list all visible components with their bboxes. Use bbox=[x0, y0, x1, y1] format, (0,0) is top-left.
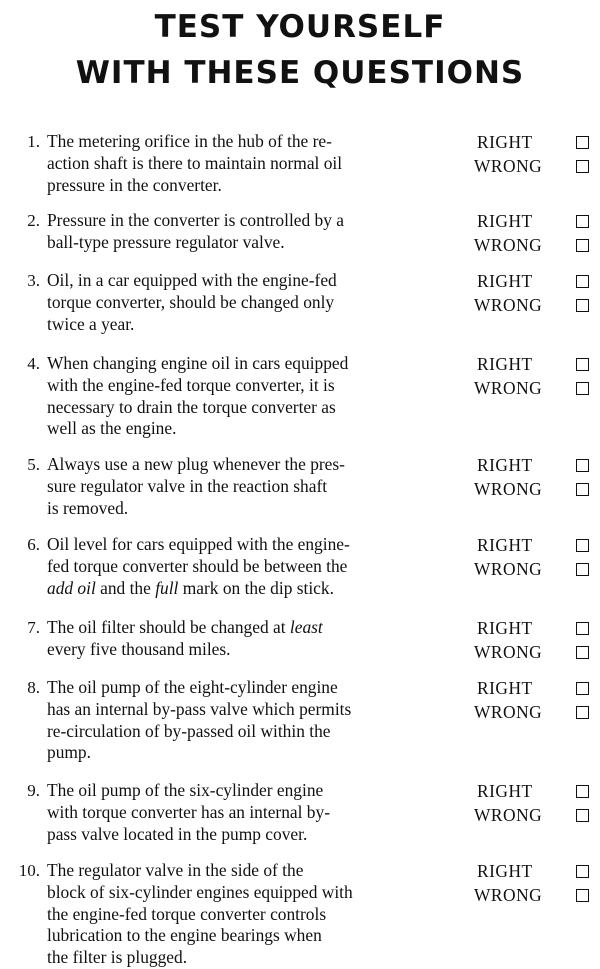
question-line: lubrication to the engine bearings when bbox=[47, 925, 322, 946]
wrong-checkbox[interactable] bbox=[576, 382, 589, 395]
question-number: 10. bbox=[18, 861, 40, 880]
wrong-label: WRONG bbox=[474, 885, 543, 905]
title-line-2: WITH THESE QUESTIONS bbox=[75, 55, 525, 91]
right-checkbox[interactable] bbox=[576, 136, 589, 149]
question-line-part: The oil filter should be changed at bbox=[47, 617, 290, 637]
question-text bbox=[47, 270, 445, 335]
right-checkbox[interactable] bbox=[576, 459, 589, 472]
wrong-label: WRONG bbox=[474, 479, 543, 499]
right-checkbox[interactable] bbox=[576, 275, 589, 288]
question-number: 5. bbox=[27, 455, 40, 474]
right-checkbox[interactable] bbox=[576, 682, 589, 695]
question-line: the filter is plugged. bbox=[47, 947, 188, 968]
wrong-checkbox[interactable] bbox=[576, 809, 589, 822]
right-checkbox[interactable] bbox=[576, 865, 589, 878]
title-line-1: TEST YOURSELF bbox=[154, 9, 446, 45]
emphasis-text: least bbox=[289, 617, 323, 637]
wrong-checkbox[interactable] bbox=[576, 160, 589, 173]
question-line: sure regulator valve in the reaction shaft bbox=[47, 475, 328, 496]
question-text bbox=[47, 617, 445, 661]
right-checkbox[interactable] bbox=[576, 539, 589, 552]
question-line: well as the engine. bbox=[47, 418, 177, 439]
question-text bbox=[47, 131, 445, 196]
question-number: 7. bbox=[27, 618, 40, 637]
wrong-label: WRONG bbox=[474, 235, 543, 255]
right-label: RIGHT bbox=[477, 211, 533, 231]
question-line: The regulator valve in the side of the bbox=[47, 860, 304, 880]
wrong-label: WRONG bbox=[474, 642, 543, 662]
question-line: pump. bbox=[47, 742, 91, 763]
wrong-checkbox[interactable] bbox=[576, 889, 589, 902]
question-text bbox=[47, 780, 445, 845]
question-line: necessary to drain the torque converter as bbox=[47, 396, 336, 417]
question-text bbox=[47, 860, 445, 969]
question-text bbox=[47, 353, 445, 440]
wrong-label: WRONG bbox=[474, 702, 543, 722]
question-line bbox=[47, 578, 445, 600]
question-text bbox=[47, 210, 445, 254]
question-line: Oil level for cars equipped with the engine- bbox=[47, 534, 350, 554]
question-number: 2. bbox=[27, 211, 40, 230]
right-label: RIGHT bbox=[477, 535, 533, 555]
wrong-checkbox[interactable] bbox=[576, 299, 589, 312]
wrong-label: WRONG bbox=[474, 559, 543, 579]
question-line: twice a year. bbox=[47, 313, 135, 334]
question-line: action shaft is there to maintain normal oil bbox=[47, 152, 343, 173]
question-line: the engine-fed torque converter controls bbox=[47, 903, 327, 924]
question-text bbox=[47, 534, 445, 599]
question-number: 8. bbox=[27, 678, 40, 697]
right-label: RIGHT bbox=[477, 781, 533, 801]
question-line: When changing engine oil in cars equipped bbox=[47, 353, 349, 373]
right-checkbox[interactable] bbox=[576, 358, 589, 371]
emphasis-text: full bbox=[155, 577, 179, 598]
question-line: Pressure in the converter is controlled by a bbox=[47, 210, 344, 230]
question-line: The metering orifice in the hub of the re- bbox=[47, 131, 332, 151]
page-title bbox=[0, 4, 600, 96]
question-line: block of six-cylinder engines equipped with bbox=[47, 881, 353, 902]
question-line-part: and the bbox=[95, 577, 156, 598]
question-number: 9. bbox=[27, 781, 40, 800]
wrong-checkbox[interactable] bbox=[576, 646, 589, 659]
question-line: The oil pump of the eight-cylinder engine bbox=[47, 677, 338, 697]
question-line: pressure in the converter. bbox=[47, 174, 222, 195]
question-number: 1. bbox=[27, 132, 40, 151]
wrong-checkbox[interactable] bbox=[576, 563, 589, 576]
question-line bbox=[47, 617, 445, 639]
wrong-checkbox[interactable] bbox=[576, 483, 589, 496]
question-line: The oil pump of the six-cylinder engine bbox=[47, 780, 324, 800]
right-label: RIGHT bbox=[477, 678, 533, 698]
wrong-label: WRONG bbox=[474, 295, 543, 315]
question-line: Oil, in a car equipped with the engine-fed bbox=[47, 270, 337, 290]
question-line: torque converter, should be changed only bbox=[47, 291, 335, 312]
question-text bbox=[47, 454, 445, 519]
question-line: every five thousand miles. bbox=[47, 638, 231, 659]
right-label: RIGHT bbox=[477, 132, 533, 152]
question-line: pass valve located in the pump cover. bbox=[47, 823, 308, 844]
wrong-checkbox[interactable] bbox=[576, 706, 589, 719]
wrong-label: WRONG bbox=[474, 378, 543, 398]
right-label: RIGHT bbox=[477, 271, 533, 291]
right-checkbox[interactable] bbox=[576, 622, 589, 635]
question-line: Always use a new plug whenever the pres- bbox=[47, 454, 345, 474]
question-number: 6. bbox=[27, 535, 40, 554]
question-line: ball-type pressure regulator valve. bbox=[47, 231, 285, 252]
right-label: RIGHT bbox=[477, 618, 533, 638]
right-label: RIGHT bbox=[477, 455, 533, 475]
emphasis-text: add oil bbox=[47, 577, 96, 598]
right-checkbox[interactable] bbox=[576, 215, 589, 228]
question-line: has an internal by-pass valve which permits bbox=[47, 698, 352, 719]
question-number: 3. bbox=[27, 271, 40, 290]
right-label: RIGHT bbox=[477, 861, 533, 881]
question-line: with torque converter has an internal by- bbox=[47, 801, 330, 822]
question-text bbox=[47, 677, 445, 764]
right-label: RIGHT bbox=[477, 354, 533, 374]
question-line: is removed. bbox=[47, 497, 129, 518]
question-line: fed torque converter should be between the bbox=[47, 555, 348, 576]
wrong-label: WRONG bbox=[474, 156, 543, 176]
right-checkbox[interactable] bbox=[576, 785, 589, 798]
question-number: 4. bbox=[27, 354, 40, 373]
question-line: with the engine-fed torque converter, it is bbox=[47, 374, 335, 395]
question-line-part: mark on the dip stick. bbox=[178, 577, 334, 598]
wrong-label: WRONG bbox=[474, 805, 543, 825]
question-line: re-circulation of by-passed oil within the bbox=[47, 720, 331, 741]
wrong-checkbox[interactable] bbox=[576, 239, 589, 252]
